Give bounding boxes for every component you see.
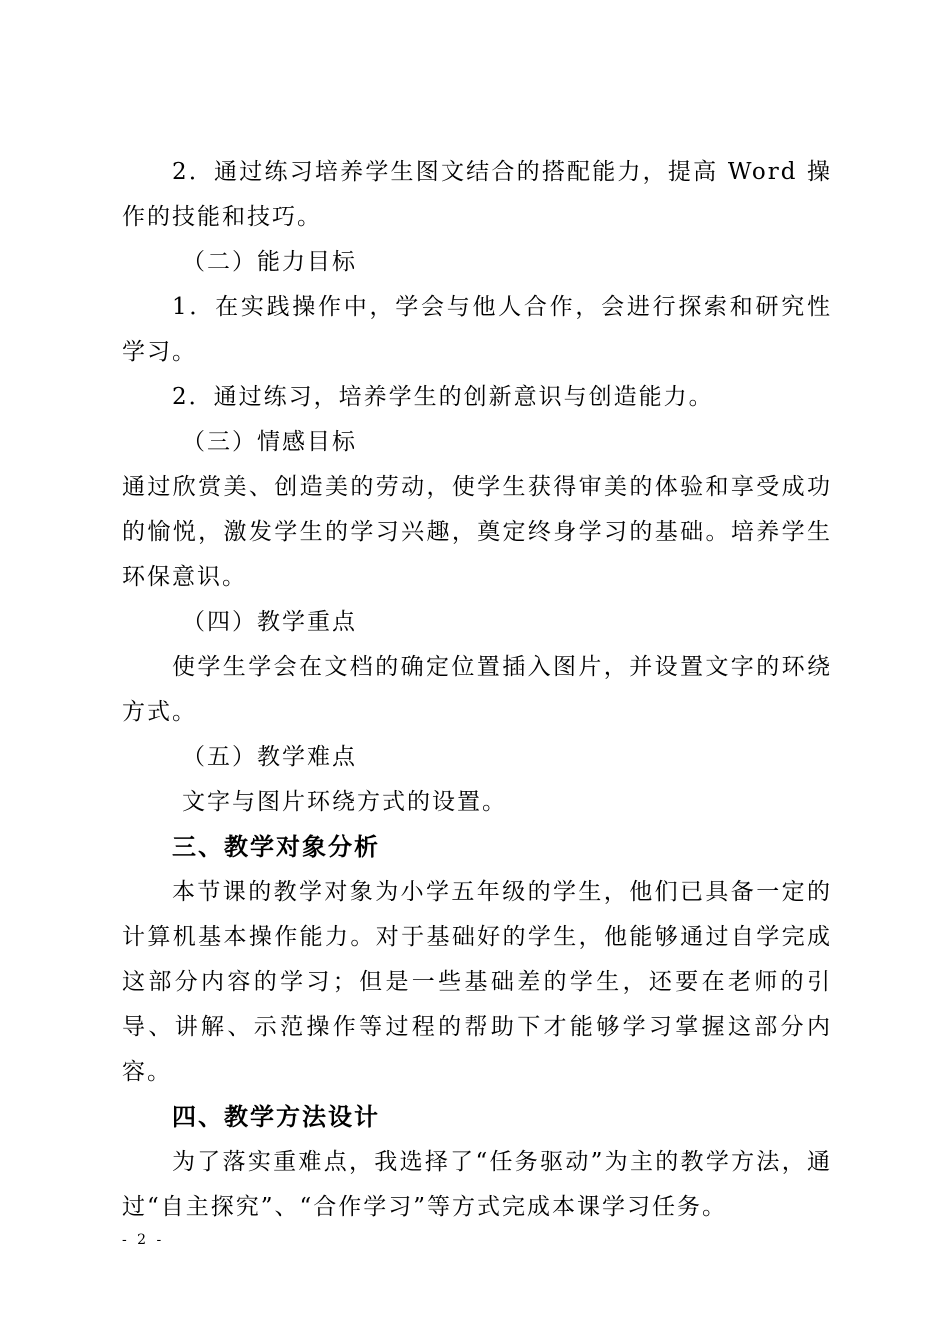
paragraph-skill-objective-2: 2．通过练习培养学生图文结合的搭配能力，提高 Word 操作的技能和技巧。	[122, 159, 832, 230]
subheading-teaching-difficulties: （五）教学难点	[182, 744, 357, 770]
subheading-ability-objectives: （二）能力目标	[182, 249, 357, 275]
paragraph-teaching-key-points: 使学生学会在文档的确定位置插入图片，并设置文字的环绕方式。	[122, 654, 832, 725]
subheading-teaching-key-points: （四）教学重点	[182, 609, 357, 635]
subheading-emotion-objectives: （三）情感目标	[182, 429, 357, 455]
paragraph-method-design: 为了落实重难点，我选择了“任务驱动”为主的教学方法，通过“自主探究”、“合作学习”等方式完成本课学习任务。	[122, 1149, 832, 1220]
paragraph-emotion-objective: 通过欣赏美、创造美的劳动，使学生获得审美的体验和享受成功的愉悦，激发学生的学习兴趣，奠定终身学习的基础。培养学生环保意识。	[122, 474, 832, 590]
paragraph-target-analysis: 本节课的教学对象为小学五年级的学生，他们已具备一定的计算机基本操作能力。对于基础好的学生，他能够通过自学完成这部分内容的学习；但是一些基础差的学生，还要在老师的引导、讲解、示范操作等过程的帮助下才能够学习掌握这部分内容。	[122, 879, 832, 1085]
paragraph-ability-objective-2: 2．通过练习，培养学生的创新意识与创造能力。	[172, 384, 714, 410]
section-heading-method-design: 四、教学方法设计	[172, 1103, 380, 1131]
section-heading-target-analysis: 三、教学对象分析	[172, 833, 380, 861]
paragraph-ability-objective-1: 1．在实践操作中，学会与他人合作，会进行探索和研究性学习。	[122, 294, 832, 365]
paragraph-teaching-difficulties: 文字与图片环绕方式的设置。	[182, 789, 507, 815]
page-number: - 2 -	[122, 1232, 165, 1248]
page-content	[122, 150, 832, 1230]
